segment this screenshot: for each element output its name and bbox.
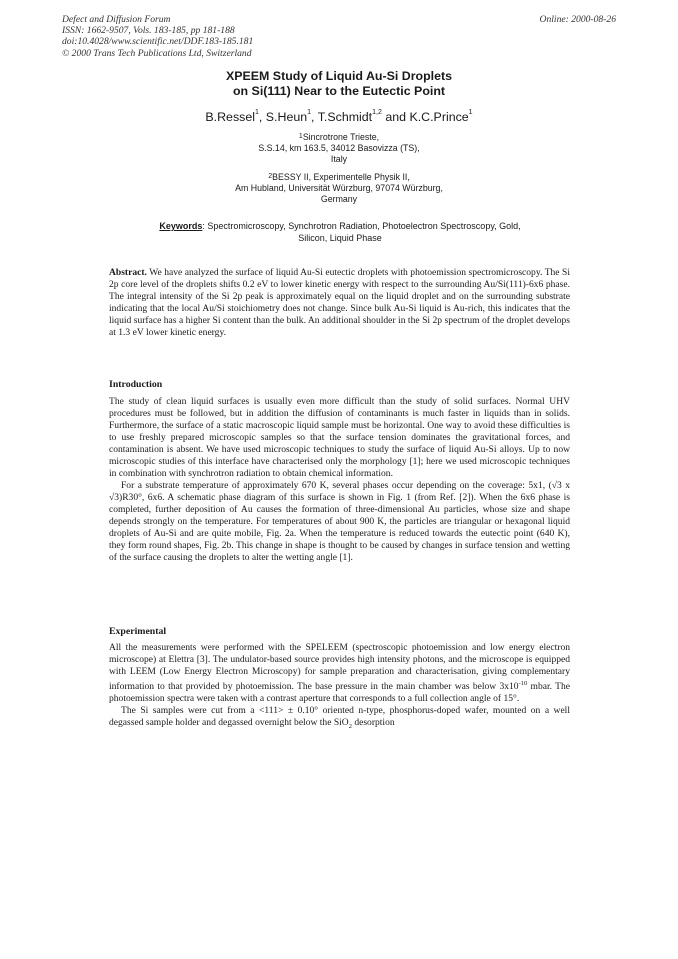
section-introduction	[109, 396, 570, 564]
author-conjunction: and	[385, 110, 406, 124]
paper-title	[0, 69, 678, 99]
author-name: T.Schmidt	[317, 110, 373, 124]
author-list: B.Ressel$^1$, S.Heun$^1$, T.Schmidt$^{1,2}$ and K.C.Prince$^1$	[205, 109, 473, 124]
section-heading-experimental: Experimental	[109, 626, 167, 637]
author-affiliation-mark: 1,2	[372, 109, 382, 116]
paragraph	[109, 705, 570, 733]
abstract-text: We have analyzed the surface of liquid Au-Si eutectic droplets with photoemission spectromicroscopy. The Si 2p core level of the droplets shifts 0.2 eV to lower kinetic energy with respect to the surrounding Au/Si(111)-6x6 phase. The integral intensity of the Si 2p peak is approximately equal on the liquid droplet and on the surrounding substrate indicating that the local Au/Si stoichiometry does not change. Since bulk Au-Si liquid is Au-rich, this indicates that the liquid surface has a higher Si content than the bulk. An additional shoulder in the Si 2p spectrum of the droplet develops at 1.3 eV lower kinetic energy.	[109, 267, 570, 338]
affiliation-1	[0, 132, 678, 166]
affiliation-address: S.S.14, km 163.5, 34012 Basovizza (TS),	[258, 143, 420, 154]
affiliation-2	[0, 172, 678, 206]
author-name: B.Ressel	[205, 110, 255, 124]
author-name: K.C.Prince	[409, 110, 469, 124]
paragraph-text: The Si samples were cut from a <111> ± 0.10° oriented n-type, phosphorus-doped wafer, mounted on a well degassed sample holder and degassed overnight below the SiO	[109, 705, 570, 729]
online-date: Online: 2000-08-26	[539, 14, 616, 25]
affiliation-country: Italy	[330, 154, 348, 165]
keywords-text: : Spectromicroscopy, Synchrotron Radiation, Photoelectron Spectroscopy, Gold,	[202, 221, 521, 231]
abstract	[109, 267, 570, 339]
paragraph: The study of clean liquid surfaces is usually even more difficult than the study of solid surfaces. Normal UHV procedures must be followed, but in addition the diffusion of contaminants is much faster in liquids than in solids. Furthermore, the surface of a static macroscopic liquid sample must be horizontal. One way to avoid these difficulties is to use freshly prepared microscopic samples so that the surface tension dominates the gravitational forces, and contamination is absent. We have used microscopic techniques to study the surface of liquid Au-Si alloys. Up to now microscopic studies of this interface have characterised only the morphology [1]; here we used microscopic techniques in combination with synchrotron radiation to obtain chemical information.	[109, 396, 570, 479]
affiliation-country: Germany	[320, 194, 358, 205]
author-affiliation-mark: 1	[468, 109, 473, 116]
affiliation-name: BESSY II, Experimentelle Physik II,	[272, 172, 410, 182]
abstract-label: Abstract.	[109, 267, 147, 278]
affiliation-name: Sincrotrone Trieste,	[302, 132, 380, 142]
keywords-label: Keywords	[159, 221, 203, 231]
section-heading-introduction: Introduction	[109, 379, 163, 390]
journal-doi: doi:10.4028/www.scientific.net/DDF.183-185.181	[62, 36, 254, 48]
author-name: S.Heun	[265, 110, 308, 124]
paragraph-text: mbar. The photoemission spectra were taken with a contrast aperture that corresponds to a full collection angle of 15°.	[109, 681, 571, 705]
journal-issn: ISSN: 1662-9507, Vols. 183-185, pp 181-188	[62, 25, 235, 37]
journal-name: Defect and Diffusion Forum	[62, 14, 171, 25]
paragraph-text: desorption	[351, 717, 395, 729]
title-line-1: XPEEM Study of Liquid Au-Si Droplets	[225, 69, 452, 83]
keywords	[115, 220, 565, 244]
section-experimental	[109, 642, 570, 733]
title-line-2: on Si(111) Near to the Eutectic Point	[232, 84, 446, 98]
affiliation-mark: 1	[298, 133, 303, 140]
author-affiliation-mark: 1	[255, 109, 259, 116]
keywords-text-continued: Silicon, Liquid Phase	[298, 233, 382, 243]
author-affiliation-mark: 1	[307, 109, 312, 116]
paragraph-text: All the measurements were performed with the SPELEEM (spectroscopic photoemission and low energy electron microscope) at Elettra [3]. The undulator-based source provides high intensity photons, and the microscope is equipped with LEEM (Low Energy Electron Microscopy) for sample preparation and characterisation, giving complementary information to that provided by photoemission. The base pressure in the main chamber was below 3x10	[109, 642, 570, 693]
affiliation-address: Am Hubland, Universität Würzburg, 97074 Würzburg,	[235, 183, 443, 194]
exponent: -10	[518, 680, 528, 687]
journal-copyright: © 2000 Trans Tech Publications Ltd, Switzerland	[62, 47, 252, 59]
affiliation-mark: 2	[268, 173, 273, 180]
journal-info	[62, 14, 253, 59]
subscript: 2	[348, 723, 352, 731]
paragraph: For a substrate temperature of approximately 670 K, several phases occur depending on the coverage: 5x1, (√3 x √3)R30°, 6x6. A schematic phase diagram of this surface is shown in Fig. 1 (from Ref. [2]). When the 6x6 phase is completed, further deposition of Au causes the formation of three-dimensional Au particles, whose size and shape depends strongly on the temperature. For temperatures of about 900 K, the particles are triangular or hexagonal liquid droplets of Au-Si and are quite mobile, Fig. 2a. When the temperature is reduced towards the eutectic point (640 K), they form round shapes, Fig. 2b. This change in shape is thought to be caused by changes in surface tension and wetting of the surface causing the droplets to alter the wetting angle [1].	[109, 480, 570, 563]
paragraph	[109, 642, 570, 705]
